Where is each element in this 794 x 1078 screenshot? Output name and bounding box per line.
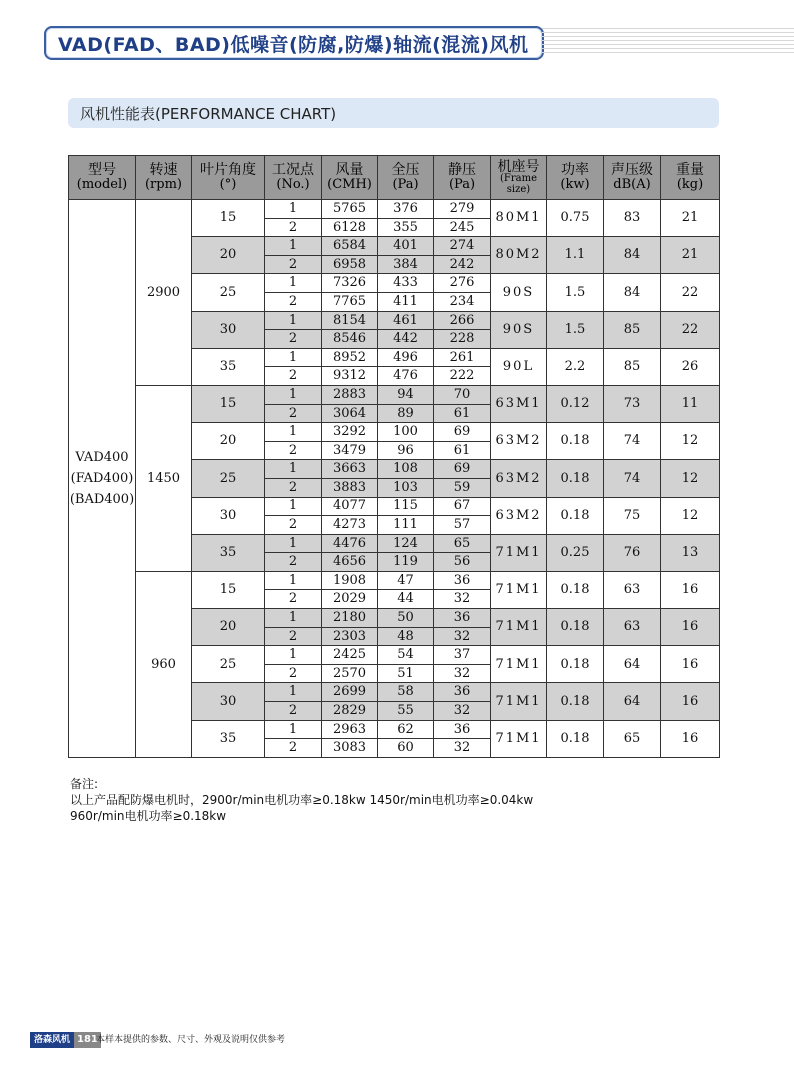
frame-cell: 71M1 — [491, 609, 547, 646]
point-cell: 2 — [265, 627, 322, 646]
header-static-pressure: 静压 (Pa) — [434, 156, 491, 200]
sound-cell: 83 — [604, 200, 661, 237]
point-cell: 1 — [265, 423, 322, 442]
footer-brand: 洛森风机 — [30, 1032, 74, 1048]
header-total-pressure: 全压 (Pa) — [378, 156, 434, 200]
static-pressure-cell: 36 — [434, 571, 491, 590]
static-pressure-cell: 228 — [434, 330, 491, 349]
power-cell: 0.25 — [547, 534, 604, 571]
angle-cell: 30 — [192, 683, 265, 720]
power-cell: 0.75 — [547, 200, 604, 237]
power-cell: 0.18 — [547, 609, 604, 646]
airflow-cell: 8952 — [322, 348, 378, 367]
static-pressure-cell: 32 — [434, 739, 491, 758]
static-pressure-cell: 67 — [434, 497, 491, 516]
airflow-cell: 3083 — [322, 739, 378, 758]
weight-cell: 26 — [661, 348, 720, 385]
angle-cell: 35 — [192, 534, 265, 571]
sound-cell: 65 — [604, 720, 661, 757]
header-row — [69, 156, 720, 200]
power-cell: 0.18 — [547, 497, 604, 534]
sound-cell: 73 — [604, 385, 661, 422]
static-pressure-cell: 36 — [434, 720, 491, 739]
static-pressure-cell: 36 — [434, 683, 491, 702]
frame-cell: 63M1 — [491, 385, 547, 422]
angle-cell: 25 — [192, 460, 265, 497]
point-cell: 1 — [265, 609, 322, 628]
static-pressure-cell: 32 — [434, 664, 491, 683]
airflow-cell: 2829 — [322, 702, 378, 721]
airflow-cell: 7326 — [322, 274, 378, 293]
airflow-cell: 6128 — [322, 218, 378, 237]
point-cell: 1 — [265, 237, 322, 256]
weight-cell: 22 — [661, 274, 720, 311]
total-pressure-cell: 476 — [378, 367, 434, 386]
header-frame: 机座号 (Frame size) — [491, 156, 547, 200]
point-cell: 2 — [265, 590, 322, 609]
frame-cell: 80M2 — [491, 237, 547, 274]
point-cell: 2 — [265, 516, 322, 535]
notes — [70, 776, 533, 824]
total-pressure-cell: 47 — [378, 571, 434, 590]
angle-cell: 20 — [192, 423, 265, 460]
frame-cell: 63M2 — [491, 423, 547, 460]
angle-cell: 35 — [192, 720, 265, 757]
header-weight: 重量 (kg) — [661, 156, 720, 200]
sound-cell: 75 — [604, 497, 661, 534]
total-pressure-cell: 111 — [378, 516, 434, 535]
table-body — [69, 200, 720, 758]
point-cell: 1 — [265, 311, 322, 330]
speed-cell: 960 — [136, 571, 192, 757]
sound-cell: 64 — [604, 683, 661, 720]
total-pressure-cell: 60 — [378, 739, 434, 758]
static-pressure-cell: 32 — [434, 627, 491, 646]
static-pressure-cell: 37 — [434, 646, 491, 665]
static-pressure-cell: 222 — [434, 367, 491, 386]
airflow-cell: 8154 — [322, 311, 378, 330]
speed-cell: 1450 — [136, 385, 192, 571]
total-pressure-cell: 89 — [378, 404, 434, 423]
total-pressure-cell: 115 — [378, 497, 434, 516]
point-cell: 1 — [265, 720, 322, 739]
weight-cell: 12 — [661, 460, 720, 497]
frame-cell: 71M1 — [491, 683, 547, 720]
airflow-cell: 6584 — [322, 237, 378, 256]
point-cell: 1 — [265, 646, 322, 665]
footer — [0, 1032, 794, 1048]
airflow-cell: 2303 — [322, 627, 378, 646]
airflow-cell: 3663 — [322, 460, 378, 479]
total-pressure-cell: 54 — [378, 646, 434, 665]
power-cell: 1.1 — [547, 237, 604, 274]
airflow-cell: 2425 — [322, 646, 378, 665]
page-number: 181 — [74, 1032, 101, 1048]
sound-cell: 85 — [604, 348, 661, 385]
static-pressure-cell: 261 — [434, 348, 491, 367]
power-cell: 0.18 — [547, 720, 604, 757]
point-cell: 1 — [265, 274, 322, 293]
section-title: 风机性能表(PERFORMANCE CHART) — [80, 105, 337, 123]
weight-cell: 13 — [661, 534, 720, 571]
total-pressure-cell: 103 — [378, 478, 434, 497]
sound-cell: 63 — [604, 609, 661, 646]
power-cell: 1.5 — [547, 311, 604, 348]
weight-cell: 11 — [661, 385, 720, 422]
total-pressure-cell: 461 — [378, 311, 434, 330]
airflow-cell: 6958 — [322, 255, 378, 274]
total-pressure-cell: 442 — [378, 330, 434, 349]
static-pressure-cell: 59 — [434, 478, 491, 497]
point-cell: 1 — [265, 385, 322, 404]
total-pressure-cell: 376 — [378, 200, 434, 219]
weight-cell: 16 — [661, 571, 720, 608]
angle-cell: 15 — [192, 385, 265, 422]
power-cell: 0.18 — [547, 423, 604, 460]
airflow-cell: 4077 — [322, 497, 378, 516]
airflow-cell: 2029 — [322, 590, 378, 609]
header-model: 型号 (model) — [69, 156, 136, 200]
frame-cell: 63M2 — [491, 460, 547, 497]
frame-cell: 90S — [491, 274, 547, 311]
page-title: VAD(FAD、BAD)低噪音(防腐,防爆)轴流(混流)风机 — [58, 34, 529, 56]
angle-cell: 25 — [192, 274, 265, 311]
static-pressure-cell: 57 — [434, 516, 491, 535]
airflow-cell: 2963 — [322, 720, 378, 739]
total-pressure-cell: 401 — [378, 237, 434, 256]
frame-cell: 71M1 — [491, 534, 547, 571]
angle-cell: 15 — [192, 571, 265, 608]
static-pressure-cell: 61 — [434, 404, 491, 423]
airflow-cell: 2180 — [322, 609, 378, 628]
point-cell: 1 — [265, 497, 322, 516]
header-speed: 转速 (rpm) — [136, 156, 192, 200]
static-pressure-cell: 266 — [434, 311, 491, 330]
point-cell: 2 — [265, 404, 322, 423]
section-bar — [68, 98, 719, 128]
total-pressure-cell: 100 — [378, 423, 434, 442]
point-cell: 1 — [265, 460, 322, 479]
header-point: 工况点 (No.) — [265, 156, 322, 200]
angle-cell: 30 — [192, 497, 265, 534]
model-name: (FAD400) — [70, 470, 134, 486]
point-cell: 2 — [265, 441, 322, 460]
angle-cell: 20 — [192, 609, 265, 646]
frame-cell: 90L — [491, 348, 547, 385]
header-sound: 声压级 dB(A) — [604, 156, 661, 200]
total-pressure-cell: 384 — [378, 255, 434, 274]
weight-cell: 21 — [661, 237, 720, 274]
static-pressure-cell: 279 — [434, 200, 491, 219]
frame-cell: 71M1 — [491, 720, 547, 757]
total-pressure-cell: 62 — [378, 720, 434, 739]
point-cell: 1 — [265, 683, 322, 702]
point-cell: 2 — [265, 664, 322, 683]
total-pressure-cell: 108 — [378, 460, 434, 479]
point-cell: 2 — [265, 218, 322, 237]
total-pressure-cell: 48 — [378, 627, 434, 646]
point-cell: 2 — [265, 739, 322, 758]
power-cell: 0.18 — [547, 571, 604, 608]
sound-cell: 63 — [604, 571, 661, 608]
static-pressure-cell: 56 — [434, 553, 491, 572]
frame-cell: 71M1 — [491, 646, 547, 683]
notes-label: 备注: — [70, 777, 99, 791]
static-pressure-cell: 69 — [434, 460, 491, 479]
point-cell: 1 — [265, 534, 322, 553]
static-pressure-cell: 245 — [434, 218, 491, 237]
speed-cell: 2900 — [136, 200, 192, 386]
weight-cell: 12 — [661, 423, 720, 460]
static-pressure-cell: 69 — [434, 423, 491, 442]
point-cell: 2 — [265, 553, 322, 572]
total-pressure-cell: 94 — [378, 385, 434, 404]
airflow-cell: 1908 — [322, 571, 378, 590]
sound-cell: 84 — [604, 274, 661, 311]
weight-cell: 12 — [661, 497, 720, 534]
total-pressure-cell: 96 — [378, 441, 434, 460]
title-decoration — [542, 28, 794, 54]
point-cell: 2 — [265, 367, 322, 386]
angle-cell: 20 — [192, 237, 265, 274]
static-pressure-cell: 65 — [434, 534, 491, 553]
static-pressure-cell: 70 — [434, 385, 491, 404]
sound-cell: 76 — [604, 534, 661, 571]
header-angle: 叶片角度 (°) — [192, 156, 265, 200]
weight-cell: 16 — [661, 646, 720, 683]
static-pressure-cell: 36 — [434, 609, 491, 628]
angle-cell: 35 — [192, 348, 265, 385]
frame-cell: 71M1 — [491, 571, 547, 608]
frame-cell: 80M1 — [491, 200, 547, 237]
total-pressure-cell: 51 — [378, 664, 434, 683]
model-cell — [69, 200, 136, 758]
performance-table — [68, 155, 720, 758]
airflow-cell: 3064 — [322, 404, 378, 423]
airflow-cell: 3883 — [322, 478, 378, 497]
angle-cell: 15 — [192, 200, 265, 237]
static-pressure-cell: 32 — [434, 590, 491, 609]
sound-cell: 74 — [604, 460, 661, 497]
angle-cell: 25 — [192, 646, 265, 683]
weight-cell: 16 — [661, 683, 720, 720]
airflow-cell: 5765 — [322, 200, 378, 219]
airflow-cell: 4656 — [322, 553, 378, 572]
sound-cell: 74 — [604, 423, 661, 460]
airflow-cell: 2699 — [322, 683, 378, 702]
power-cell: 2.2 — [547, 348, 604, 385]
model-name: (BAD400) — [69, 491, 135, 507]
footer-disclaimer: 本样本提供的参数、尺寸、外观及说明仅供参考 — [96, 1035, 286, 1045]
static-pressure-cell: 274 — [434, 237, 491, 256]
total-pressure-cell: 44 — [378, 590, 434, 609]
point-cell: 1 — [265, 200, 322, 219]
airflow-cell: 2570 — [322, 664, 378, 683]
weight-cell: 21 — [661, 200, 720, 237]
frame-cell: 63M2 — [491, 497, 547, 534]
total-pressure-cell: 124 — [378, 534, 434, 553]
point-cell: 1 — [265, 348, 322, 367]
point-cell: 2 — [265, 292, 322, 311]
weight-cell: 22 — [661, 311, 720, 348]
point-cell: 2 — [265, 702, 322, 721]
header-power: 功率 (kw) — [547, 156, 604, 200]
point-cell: 2 — [265, 478, 322, 497]
weight-cell: 16 — [661, 720, 720, 757]
airflow-cell: 8546 — [322, 330, 378, 349]
airflow-cell: 9312 — [322, 367, 378, 386]
airflow-cell: 7765 — [322, 292, 378, 311]
total-pressure-cell: 411 — [378, 292, 434, 311]
total-pressure-cell: 58 — [378, 683, 434, 702]
airflow-cell: 3292 — [322, 423, 378, 442]
airflow-cell: 4476 — [322, 534, 378, 553]
total-pressure-cell: 55 — [378, 702, 434, 721]
title-box — [44, 26, 544, 60]
total-pressure-cell: 496 — [378, 348, 434, 367]
power-cell: 0.12 — [547, 385, 604, 422]
airflow-cell: 4273 — [322, 516, 378, 535]
notes-line-2: 960r/min电机功率≥0.18kw — [70, 809, 227, 823]
total-pressure-cell: 119 — [378, 553, 434, 572]
weight-cell: 16 — [661, 609, 720, 646]
static-pressure-cell: 32 — [434, 702, 491, 721]
notes-line-1: 以上产品配防爆电机时，2900r/min电机功率≥0.18kw 1450r/min电机功率≥0.04kw — [70, 793, 534, 807]
point-cell: 2 — [265, 330, 322, 349]
sound-cell: 64 — [604, 646, 661, 683]
angle-cell: 30 — [192, 311, 265, 348]
table-row — [69, 571, 720, 590]
static-pressure-cell: 276 — [434, 274, 491, 293]
sound-cell: 84 — [604, 237, 661, 274]
power-cell: 0.18 — [547, 646, 604, 683]
table-row — [69, 385, 720, 404]
power-cell: 1.5 — [547, 274, 604, 311]
table-row — [69, 200, 720, 219]
point-cell: 1 — [265, 571, 322, 590]
total-pressure-cell: 433 — [378, 274, 434, 293]
airflow-cell: 2883 — [322, 385, 378, 404]
static-pressure-cell: 242 — [434, 255, 491, 274]
sound-cell: 85 — [604, 311, 661, 348]
frame-cell: 90S — [491, 311, 547, 348]
airflow-cell: 3479 — [322, 441, 378, 460]
point-cell: 2 — [265, 255, 322, 274]
power-cell: 0.18 — [547, 460, 604, 497]
model-name: VAD400 — [75, 449, 129, 465]
power-cell: 0.18 — [547, 683, 604, 720]
total-pressure-cell: 50 — [378, 609, 434, 628]
static-pressure-cell: 234 — [434, 292, 491, 311]
static-pressure-cell: 61 — [434, 441, 491, 460]
total-pressure-cell: 355 — [378, 218, 434, 237]
header-airflow: 风量 (CMH) — [322, 156, 378, 200]
